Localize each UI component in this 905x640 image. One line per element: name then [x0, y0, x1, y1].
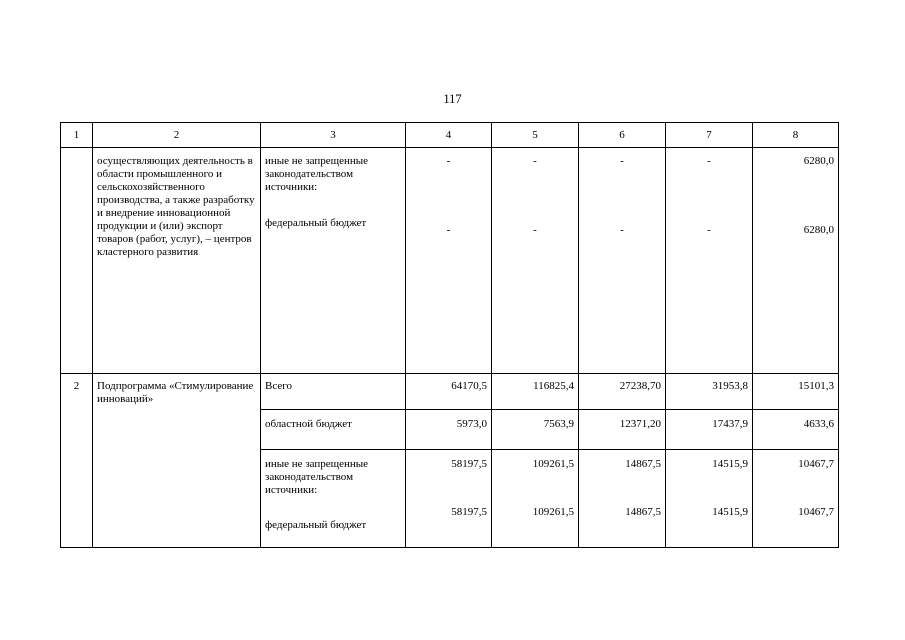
value-cell: - -: [579, 148, 666, 374]
header-col-1: 1: [61, 123, 93, 148]
header-col-8: 8: [753, 123, 839, 148]
source-label-other: иные не запрещенные законодательством источники:: [265, 155, 369, 193]
source-label-other: иные не запрещенные законодательством источники:: [265, 458, 369, 496]
value-cell: 15101,3: [753, 374, 839, 410]
header-col-5: 5: [492, 123, 579, 148]
subprogram-name: Подпрограмма «Стимулирование инноваций»: [93, 374, 261, 548]
source-label-federal: федеральный бюджет: [265, 217, 367, 229]
header-col-4: 4: [406, 123, 492, 148]
value-cell: 14515,9 14515,9: [666, 450, 753, 548]
value-cell: 10467,7 10467,7: [753, 450, 839, 548]
table-row: [61, 374, 839, 410]
funding-sources: [261, 450, 406, 548]
value-cell: 27238,70: [579, 374, 666, 410]
value-cell: 58197,5 58197,5: [406, 450, 492, 548]
value-cell: - -: [492, 148, 579, 374]
value-cell: 17437,9: [666, 410, 753, 450]
value-cell: 6280,0 6280,0: [753, 148, 839, 374]
table-header-row: [61, 123, 839, 148]
header-col-3: 3: [261, 123, 406, 148]
header-col-7: 7: [666, 123, 753, 148]
value-cell: 7563,9: [492, 410, 579, 450]
source-label-federal: федеральный бюджет: [265, 519, 367, 531]
source-label-regional: областной бюджет: [261, 410, 406, 450]
source-label-total: Всего: [261, 374, 406, 410]
header-col-2: 2: [93, 123, 261, 148]
value-cell: 12371,20: [579, 410, 666, 450]
budget-table: [60, 122, 839, 548]
funding-sources: [261, 148, 406, 374]
page-number: 117: [443, 92, 462, 106]
activity-name: осуществляющих деятельность в области промышленного и сельскохозяйственного производства, а также разработку и внедрение инновационной продукции и (или) экспорт товаров (работ, услуг), – центров кластерного развития: [93, 148, 261, 374]
value-cell: - -: [406, 148, 492, 374]
value-cell: 5973,0: [406, 410, 492, 450]
value-cell: - -: [666, 148, 753, 374]
value-cell: 4633,6: [753, 410, 839, 450]
row-number: [61, 148, 93, 374]
value-cell: 64170,5: [406, 374, 492, 410]
value-cell: 109261,5 109261,5: [492, 450, 579, 548]
header-col-6: 6: [579, 123, 666, 148]
table-row: [61, 148, 839, 374]
row-number: 2: [61, 374, 93, 548]
value-cell: 116825,4: [492, 374, 579, 410]
value-cell: 14867,5 14867,5: [579, 450, 666, 548]
value-cell: 31953,8: [666, 374, 753, 410]
